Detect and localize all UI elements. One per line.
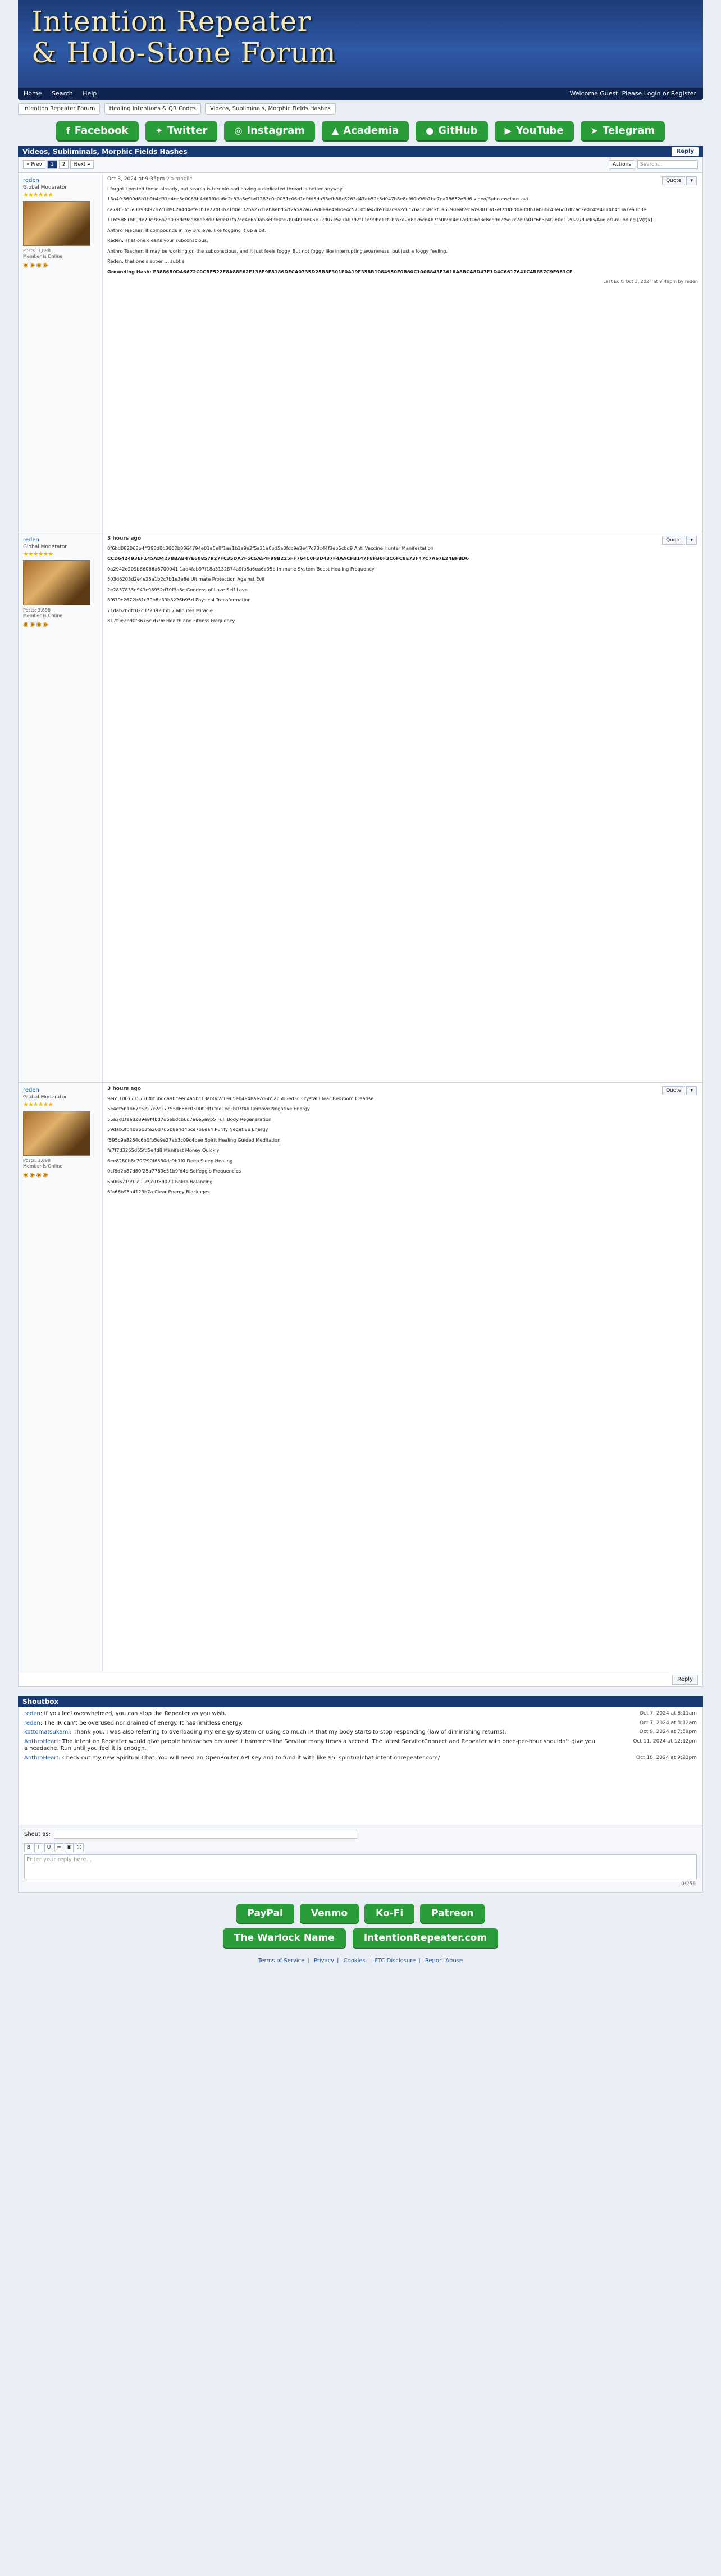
post-paragraph: Grounding Hash: E3886B0D46672C0CBF522F8A88F62F136F9E8186DFCA0735D25B8F301E0A19F358B1084950E0B60C1008843F3618A8BCA8D47F1D4C6617641C4B857C9F963CE <box>107 268 573 275</box>
italic-icon[interactable]: I <box>34 1843 43 1852</box>
post-paragraph: CCD642493EF145AD4278BAB47E60857927FC35DA7F5C5A54F99B225FF764C0F3D437F4AACFB147F8FB0F3C6FC8E73F47C7A67E24BFBD6 <box>107 555 469 561</box>
shout-message: reden: If you feel overwhelmed, you can stop the Repeater as you wish. Oct 7, 2024 at 8:11am <box>24 1711 697 1717</box>
thread-title: Videos, Subliminals, Morphic Fields Hashes <box>22 148 188 156</box>
char-counter: 0/256 <box>681 1881 696 1887</box>
rank-stars-icon: ★★★★★★ <box>23 190 53 198</box>
post-paragraph: 9e651d07715736fbf5bdda90ceed4a5bc13ab0c2c0965eb4948ae2d6b5ac5b5ed3c Crystal Clear Bedroom Cleanse <box>107 1095 374 1101</box>
shout-name-input[interactable] <box>54 1830 357 1839</box>
post-buttons <box>662 1086 697 1095</box>
actions-dropdown[interactable]: Actions <box>609 160 635 169</box>
post-menu-button[interactable]: ▾ <box>686 176 697 185</box>
post-paragraph: Anthro Teacher: It compounds in my 3rd eye, like fogging it up a bit. <box>107 227 267 233</box>
post-body <box>103 173 702 289</box>
post-date: 3 hours ago <box>107 536 142 541</box>
rank-stars-icon: ★★★★★★ <box>23 550 53 558</box>
post-paragraph: ca7908fc3e3d98497b7c0d982a4d4efe1b1e27f83b21d0e5f2ba27d1ab8ebd5cf2a5a2a67ad8e9e4ebde4c5710f8e4db90d2c9a2c6c76a5cb8c2f1a6190eab9ced98813d2ef7f0f8d0a8f8b1ab8bc43e6d1df7ac2e0c4fa4d14b4c3a1ea3b3e <box>107 206 646 212</box>
thread-footer <box>18 1672 703 1687</box>
post-paragraph: 6fa66b95a4123b7a Clear Energy Blockages <box>107 1189 210 1194</box>
underline-icon[interactable]: U <box>44 1843 53 1852</box>
rank-stars-icon: ★★★★★★ <box>23 1100 53 1108</box>
post-paragraph: 817f9e2bd0f3676c d79e Health and Fitness Frequency <box>107 618 235 623</box>
last-edit: Last Edit: Oct 3, 2024 at 9:48pm by reden <box>603 279 698 284</box>
avatar[interactable] <box>23 201 90 246</box>
post-paragraph: fa7f7d3265d65fd5e4d8 Manifest Money Quickly <box>107 1147 220 1153</box>
badges-icon: ◉◉◉◉ <box>23 1170 49 1178</box>
shout-as-label: Shout as: <box>24 1831 51 1838</box>
post-menu-button[interactable]: ▾ <box>686 1086 697 1095</box>
reply-button[interactable]: Reply <box>672 1675 698 1685</box>
post-paragraph: 8f679c2672b61c39b6e39b3226b95d Physical Transformation <box>107 597 251 603</box>
shoutbox <box>18 1696 703 1893</box>
page-1[interactable]: 1 <box>47 160 57 169</box>
shout-message: AnthroHeart: The Intention Repeater would give people headaches because it hammers the Servitor many times a second. The latest ServitorConnect and Repeater with once-per-hour shouldn't give you a headache. Run until you feel it is enough. Oct 11, 2024 at 12:12pm <box>24 1738 697 1752</box>
author-title: Global Moderator <box>23 184 67 190</box>
post-paragraph: 6ee8280b8c70f290f6530dc9b1f0 Deep Sleep Healing <box>107 1157 233 1164</box>
bold-icon[interactable]: B <box>24 1843 33 1852</box>
intention-repeater-button[interactable]: IntentionRepeater.com <box>353 1928 498 1948</box>
shout-user[interactable]: AnthroHeart <box>24 1754 59 1761</box>
github-button[interactable]: ● GitHub <box>416 121 487 140</box>
venmo-button[interactable]: Venmo <box>300 1904 359 1923</box>
post-author <box>19 1083 103 1672</box>
pagination <box>23 160 94 169</box>
post-buttons <box>662 536 697 545</box>
nav-home[interactable]: Home <box>24 90 42 97</box>
post <box>18 532 703 1083</box>
thread-toolbar <box>18 157 703 173</box>
post-date: Oct 3, 2024 at 9:35pm via mobile <box>107 176 193 182</box>
post-paragraph: I forgot I posted these already, but search is terrible and having a dedicated thread is better anyway: <box>107 185 344 192</box>
shout-message: AnthroHeart: Check out my new Spiritual Chat. You will need an OpenRouter API Key and to fund it with like $5. spiritualchat.intentionrepeater.com/ Oct 18, 2024 at 9:23pm <box>24 1754 697 1761</box>
logo-line-2: & Holo-Stone Forum <box>31 37 336 69</box>
post-paragraph: 0cf6d2b87d80f25a7763e51b9fd4e Solfeggio Frequencies <box>107 1168 241 1174</box>
facebook-button[interactable]: f Facebook <box>56 121 139 140</box>
page-2[interactable]: 2 <box>59 160 69 169</box>
avatar[interactable] <box>23 560 90 605</box>
shout-user[interactable]: AnthroHeart <box>24 1738 59 1745</box>
post-paragraph: 0a2942e209b66066a6700041 1ad4fab97f18a3132874a9fb8a6ea6e95b Immune System Boost Healing Frequency <box>107 566 375 572</box>
patreon-button[interactable]: Patreon <box>420 1904 485 1923</box>
academia-button[interactable]: ▲ Academia <box>322 121 409 140</box>
youtube-button[interactable]: ▶ YouTube <box>495 121 574 140</box>
author-name[interactable]: reden <box>23 537 39 543</box>
instagram-button[interactable]: ◎ Instagram <box>224 121 315 140</box>
site-links-row <box>18 1928 703 1948</box>
nav-search[interactable]: Search <box>51 90 73 97</box>
warlock-name-button[interactable]: The Warlock Name <box>223 1928 346 1948</box>
badges-icon: ◉◉◉◉ <box>23 620 49 628</box>
link-icon[interactable]: ∞ <box>54 1843 63 1852</box>
prev-page[interactable]: « Prev <box>23 160 45 169</box>
footer-link[interactable]: Privacy <box>313 1958 335 1964</box>
post-paragraph: 6b0b671992c91c9d1f6d02 Chakra Balancing <box>107 1178 213 1184</box>
nav-help[interactable]: Help <box>83 90 97 97</box>
post-paragraph: 55a2d1fea8289e9f4bd7d6ebdcb6d7a6e5a9b5 Full Body Regeneration <box>107 1116 272 1122</box>
post-buttons <box>662 176 697 185</box>
footer-link[interactable]: Report Abuse <box>425 1958 463 1964</box>
post-author <box>19 173 103 532</box>
donate-row <box>18 1904 703 1923</box>
quote-button[interactable]: Quote <box>662 1086 685 1095</box>
footer-link[interactable]: Terms of Service <box>258 1958 305 1964</box>
github-icon: ● <box>426 125 434 136</box>
author-meta: Posts: 3,898 Member is Online <box>23 248 63 259</box>
author-name[interactable]: reden <box>23 177 39 184</box>
instagram-icon: ◎ <box>234 125 243 136</box>
quote-button[interactable]: Quote <box>662 536 685 545</box>
post-paragraph: Reden: that one's super ... subtle <box>107 258 185 264</box>
post-paragraph: 5e4df5b1b67c5227c2c27755d66ec0300f0df1fde1ec2b07f4b Remove Negative Energy <box>107 1106 310 1111</box>
smiley-icon[interactable]: ☺ <box>75 1843 84 1852</box>
youtube-icon: ▶ <box>504 125 512 136</box>
shout-user[interactable]: kottomatsukami <box>24 1729 70 1735</box>
footer-links: Terms of Service | Privacy | Cookies | FTC Disclosure | Report Abuse <box>258 1958 463 1964</box>
kofi-button[interactable]: Ko-Fi <box>364 1904 414 1923</box>
footer-link[interactable]: FTC Disclosure <box>375 1958 416 1964</box>
footer-link[interactable]: Cookies <box>343 1958 366 1964</box>
facebook-icon: f <box>66 125 70 136</box>
top-nav-bar <box>18 88 703 100</box>
reply-button-top[interactable]: Reply <box>672 147 699 156</box>
post-body <box>103 1083 702 1203</box>
thread-search-input[interactable]: Search... <box>637 160 698 169</box>
post-date: 3 hours ago <box>107 1086 142 1092</box>
quote-button[interactable]: Quote <box>662 176 685 185</box>
telegram-icon: ➤ <box>590 125 599 136</box>
post-paragraph: 71dab2bdfc02c37209285b 7 Minutes Miracle <box>107 607 213 613</box>
shout-form <box>18 1825 703 1893</box>
forum-logo[interactable] <box>31 6 336 69</box>
author-title: Global Moderator <box>23 1094 67 1100</box>
editor-toolbar <box>24 1843 697 1852</box>
telegram-button[interactable]: ➤ Telegram <box>581 121 665 140</box>
breadcrumb-item[interactable]: Intention Repeater Forum <box>18 103 100 115</box>
author-name[interactable]: reden <box>23 1087 39 1093</box>
shout-textarea[interactable]: Enter your reply here... <box>24 1854 697 1879</box>
thread-title-bar <box>18 146 703 157</box>
post-menu-button[interactable]: ▾ <box>686 536 697 545</box>
post-paragraph: 59dab3fd4b96b3fe26d7d5b8e4d4bce7b6ea4 Purify Negative Energy <box>107 1127 268 1132</box>
academia-icon: ▲ <box>332 125 339 136</box>
shout-message: reden: The IR can't be overused nor drained of energy. It has limitless energy. Oct 7, 2024 at 8:12am <box>24 1720 697 1726</box>
next-page[interactable]: Next » <box>70 160 93 169</box>
shout-user[interactable]: reden <box>24 1711 40 1717</box>
shoutbox-messages <box>18 1707 703 1825</box>
badges-icon: ◉◉◉◉ <box>23 261 49 268</box>
author-meta: Posts: 3,898 Member is Online <box>23 1157 63 1169</box>
author-meta: Posts: 3,898 Member is Online <box>23 607 63 618</box>
post-body <box>103 532 702 632</box>
post-paragraph: Anthro Teacher: It may be working on the subconscious, and it just feels foggy. But not foggy like interrupting awareness, but just a foggy feeling. <box>107 248 448 254</box>
logo-line-1: Intention Repeater <box>31 5 312 38</box>
breadcrumb-item[interactable]: Healing Intentions & QR Codes <box>104 103 201 115</box>
post-paragraph: 18a4fc5600d8b1b9b4d31b4ee5c0063b4d61f0da6d2c53a5e9bd1283c0c0051c06d1efdd5da53efb58c8263d47eb52c5d047b8e8ef60b96b1be7ea18682e5d6 video/Subconscious.avi <box>107 196 528 202</box>
breadcrumb <box>18 103 703 113</box>
post <box>18 173 703 532</box>
post-paragraph: 2e2857833e943c98952d70f3a5c Goddess of Love Self Love <box>107 586 248 592</box>
breadcrumb-item[interactable]: Videos, Subliminals, Morphic Fields Hashes <box>205 103 336 115</box>
shout-user[interactable]: reden <box>24 1720 40 1726</box>
post <box>18 1083 703 1672</box>
avatar[interactable] <box>23 1111 90 1156</box>
welcome-text[interactable]: Welcome Guest. Please Login or Register <box>569 90 696 97</box>
post-author <box>19 532 103 1082</box>
post-paragraph: f595c9e8264c6b0fb5e9e27ab3c09c4dee Spirit Healing Guided Meditation <box>107 1137 281 1143</box>
post-paragraph: 116f5d81bb0de79c786a2b033dc9aa88ee8b09e0e07fa7cd4e6a9ab8e0fe0fe7b04b0be05e12d07e5a7ab7d2f11e99bc1cf1bfa3e2d8c26cd4b7fa0b9c4e97c0f16d3c8ed9e2f5d2c7e9a01f6b3c4f2e0d1 2022/ducks/Audio/Grounding [V(t)x] <box>107 217 652 222</box>
forum-header <box>18 0 703 100</box>
post-paragraph: 503d6203d2e4e25a1b2c7b1e3e8e Ultimate Protection Against Evil <box>107 576 264 582</box>
post-paragraph: Reden: That one cleans your subconscious. <box>107 238 208 243</box>
shout-message: kottomatsukami: Thank you, I was also referring to overloading my energy system or using so much IR that my body starts to stop responding (law of diminishing returns). Oct 9, 2024 at 7:59pm <box>24 1729 697 1735</box>
author-title: Global Moderator <box>23 544 67 550</box>
social-nav <box>18 121 703 140</box>
twitter-button[interactable]: ✦ Twitter <box>145 121 218 140</box>
post-paragraph: 0f6bd082068b4ff393d0d3002b8364794e01a5e8f1aa1b1a9e2f5a21a0bd5a3fdc9e3e47c73c44f3eb5cbd9 Anti Vaccine Hunter Manifestation <box>107 545 434 551</box>
shoutbox-title: Shoutbox <box>18 1696 703 1707</box>
twitter-icon: ✦ <box>155 125 163 136</box>
paypal-button[interactable]: PayPal <box>236 1904 294 1923</box>
image-icon[interactable]: ▣ <box>65 1843 74 1852</box>
